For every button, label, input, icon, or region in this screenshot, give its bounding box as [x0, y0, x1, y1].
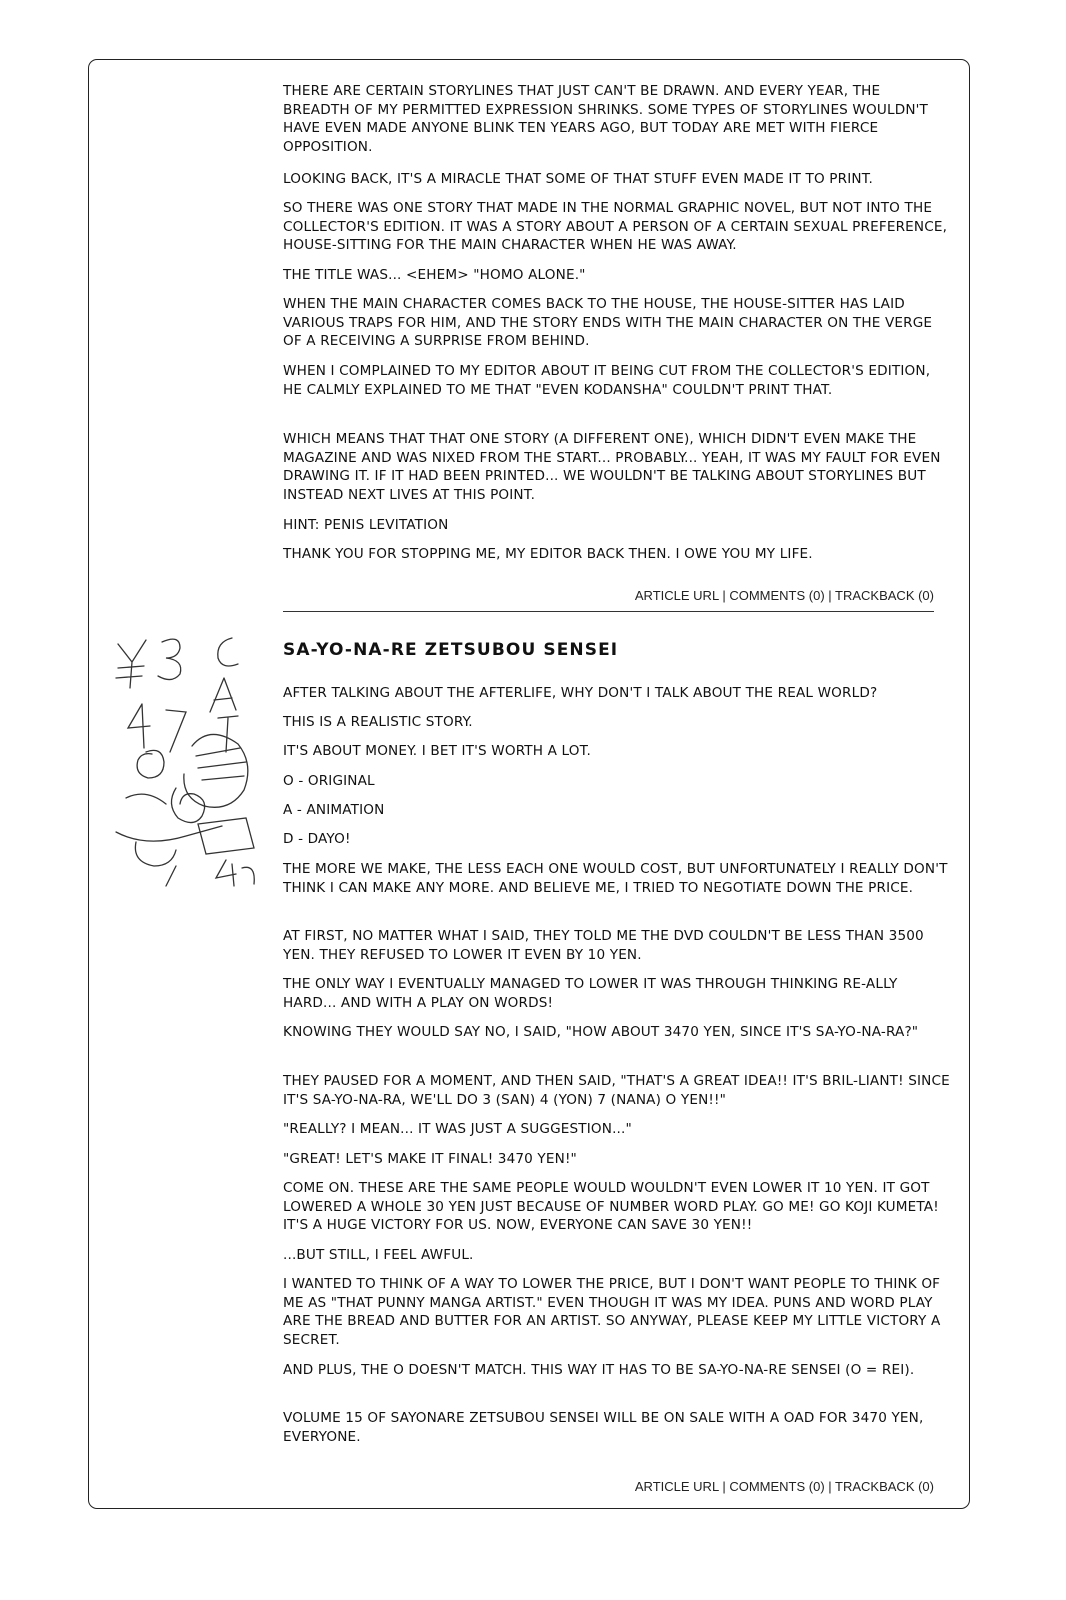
- trackback-link[interactable]: TRACKBACK (0): [835, 588, 934, 603]
- meta-separator: |: [718, 1479, 730, 1494]
- post2-paragraph: COME ON. THESE ARE THE SAME PEOPLE WOULD WOULDN'T EVEN LOWER IT 10 YEN. IT GOT LOWERED A WHOLE 30 YEN JUST BECAUSE OF NUMBER WORD PLAY. GO ME! GO KOJI KUMETA! IT'S A HUGE VICTORY FOR US. NOW, EVERYONE CAN SAVE 30 YEN!!: [283, 1180, 939, 1233]
- meta-separator: |: [824, 588, 836, 603]
- post2-paragraph: D - DAYO!: [283, 831, 351, 847]
- post2-paragraph: THE MORE WE MAKE, THE LESS EACH ONE WOULD COST, BUT UNFORTUNATELY I REALLY DON'T THINK I CAN MAKE ANY MORE. AND BELIEVE ME, I TRIED TO NEGOTIATE DOWN THE PRICE.: [283, 861, 948, 896]
- post1-paragraph: WHEN THE MAIN CHARACTER COMES BACK TO THE HOUSE, THE HOUSE-SITTER HAS LAID VARIOUS TRAPS FOR HIM, AND THE STORY ENDS WITH THE MAIN CHARACTER ON THE VERGE OF A RECEIVING A SURPRISE FROM BEHIND.: [283, 296, 933, 349]
- post2-meta-links: [283, 1479, 934, 1494]
- post2-paragraph: ...BUT STILL, I FEEL AWFUL.: [283, 1247, 474, 1263]
- post2-paragraph: AND PLUS, THE O DOESN'T MATCH. THIS WAY IT HAS TO BE SA-YO-NA-RE SENSEI (O = REI).: [283, 1362, 915, 1378]
- letter-a-icon: [210, 678, 236, 712]
- post2-paragraph: THIS IS A REALISTIC STORY.: [283, 714, 473, 730]
- digit-four-icon: [128, 704, 150, 748]
- sketch-illustration: [106, 628, 260, 890]
- post1-meta-links: [283, 588, 934, 603]
- article-url-link[interactable]: ARTICLE URL: [634, 588, 719, 603]
- trackback-link[interactable]: TRACKBACK (0): [835, 1479, 934, 1494]
- post1-paragraph: THERE ARE CERTAIN STORYLINES THAT JUST CAN'T BE DRAWN. AND EVERY YEAR, THE BREADTH OF MY PERMITTED EXPRESSION SHRINKS. SOME TYPES OF STORYLINES WOULDN'T HAVE EVEN MADE ANYONE BLINK TEN YEARS AGO, BUT TODAY ARE MET WITH FIERCE OPPOSITION.: [283, 83, 928, 155]
- post2-paragraph: KNOWING THEY WOULD SAY NO, I SAID, "HOW ABOUT 3470 YEN, SINCE IT'S SA-YO-NA-RA?": [283, 1024, 919, 1040]
- meta-separator: |: [824, 1479, 836, 1494]
- post1-paragraph: THE TITLE WAS... <EHEM> "HOMO ALONE.": [283, 267, 586, 283]
- post2-paragraph: "GREAT! LET'S MAKE IT FINAL! 3470 YEN!": [283, 1151, 577, 1167]
- article-url-link[interactable]: ARTICLE URL: [634, 1479, 719, 1494]
- meta-separator: |: [718, 588, 730, 603]
- post-title: SA-YO-NA-RE ZETSUBOU SENSEI: [283, 640, 619, 660]
- post1-paragraph: SO THERE WAS ONE STORY THAT MADE IN THE NORMAL GRAPHIC NOVEL, BUT NOT INTO THE COLLECTOR'S EDITION. IT WAS A STORY ABOUT A PERSON OF A CERTAIN SEXUAL PREFERENCE, HOUSE-SITTING FOR THE MAIN CHARACTER WHEN HE WAS AWAY.: [283, 200, 948, 253]
- digit-seven-icon: [166, 710, 186, 752]
- post1-paragraph: HINT: PENIS LEVITATION: [283, 517, 449, 533]
- post2-paragraph: THE ONLY WAY I EVENTUALLY MANAGED TO LOWER IT WAS THROUGH THINKING RE-ALLY HARD... AND WITH A PLAY ON WORDS!: [283, 976, 898, 1011]
- post2-paragraph: A - ANIMATION: [283, 802, 385, 818]
- post2-paragraph: I WANTED TO THINK OF A WAY TO LOWER THE PRICE, BUT I DON'T WANT PEOPLE TO THINK OF ME AS "THAT PUNNY MANGA ARTIST." EVEN THOUGH IT WAS MY IDEA. PUNS AND WORD PLAY ARE THE BREAD AND BUTTER FOR AN ARTIST. SO ANYWAY, PLEASE KEEP MY LITTLE VICTORY A SECRET.: [283, 1276, 941, 1348]
- digit-four-icon: [216, 860, 254, 886]
- post1-paragraph: WHICH MEANS THAT THAT ONE STORY (A DIFFERENT ONE), WHICH DIDN'T EVEN MAKE THE MAGAZINE AND WAS NIXED FROM THE START... PROBABLY... YEAH, IT WAS MY FAULT FOR EVEN DRAWING IT. IF IT HAD BEEN PRINTED... WE WOULDN'T BE TALKING ABOUT STORYLINES BUT INSTEAD NEXT LIVES AT THIS POINT.: [283, 431, 941, 503]
- post2-paragraph: IT'S ABOUT MONEY. I BET IT'S WORTH A LOT.: [283, 743, 591, 759]
- post2-paragraph: O - ORIGINAL: [283, 773, 375, 789]
- digit-three-icon: [158, 639, 181, 679]
- post1-paragraph: LOOKING BACK, IT'S A MIRACLE THAT SOME OF THAT STUFF EVEN MADE IT TO PRINT.: [283, 171, 874, 187]
- post2-paragraph: AFTER TALKING ABOUT THE AFTERLIFE, WHY DON'T I TALK ABOUT THE REAL WORLD?: [283, 685, 878, 701]
- post2-paragraph: VOLUME 15 OF SAYONARE ZETSUBOU SENSEI WILL BE ON SALE WITH A OAD FOR 3470 YEN, EVERYONE.: [283, 1410, 924, 1445]
- yen-sign-icon: [116, 640, 146, 688]
- digit-zero-icon: [137, 750, 164, 778]
- comments-link[interactable]: COMMENTS (0): [729, 588, 825, 603]
- post2-paragraph: "REALLY? I MEAN... IT WAS JUST A SUGGESTION...": [283, 1121, 632, 1137]
- post2-paragraph: THEY PAUSED FOR A MOMENT, AND THEN SAID, "THAT'S A GREAT IDEA!! IT'S BRIL-LIANT! SINCE IT'S SA-YO-NA-RA, WE'LL DO 3 (SAN) 4 (YON) 7 (NANA) O YEN!!": [283, 1073, 950, 1108]
- post1-paragraph: WHEN I COMPLAINED TO MY EDITOR ABOUT IT BEING CUT FROM THE COLLECTOR'S EDITION, HE CALMLY EXPLAINED TO ME THAT "EVEN KODANSHA" COULDN'T PRINT THAT.: [283, 363, 931, 398]
- post2-paragraph: AT FIRST, NO MATTER WHAT I SAID, THEY TOLD ME THE DVD COULDN'T BE LESS THAN 3500 YEN. THEY REFUSED TO LOWER IT EVEN BY 10 YEN.: [283, 928, 924, 963]
- comments-link[interactable]: COMMENTS (0): [729, 1479, 825, 1494]
- post-divider: [283, 611, 934, 612]
- post1-paragraph: THANK YOU FOR STOPPING ME, MY EDITOR BACK THEN. I OWE YOU MY LIFE.: [283, 546, 813, 562]
